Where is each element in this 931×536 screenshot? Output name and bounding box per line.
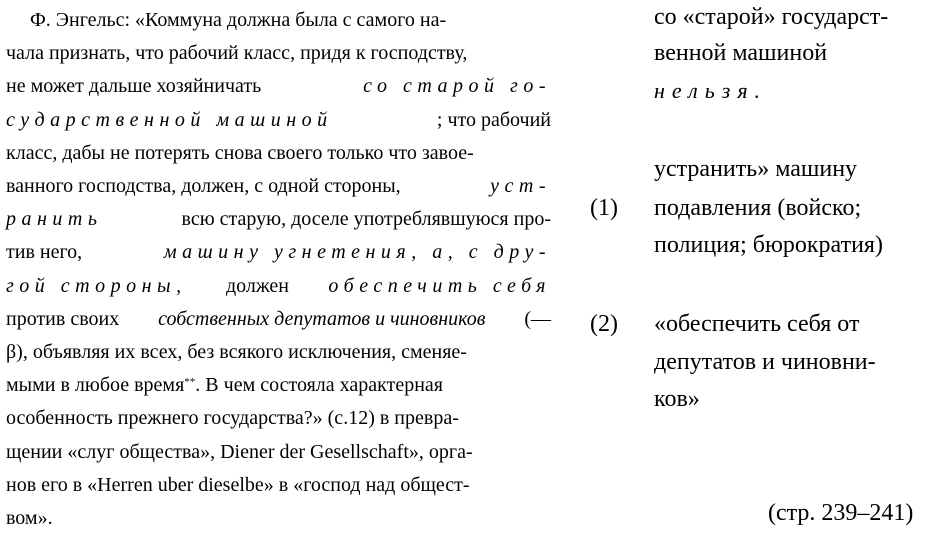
text-span: должен [225,274,290,297]
text-span: нов его в «Herren uber dieselbe» в «господ над общест- [6,473,470,496]
text-span: . В чем состояла характерная [195,374,443,397]
text-span: всю старую, доселе употреблявшуюся про- [181,208,551,231]
text-line [6,402,551,435]
text-span: класс, дабы не потерять снова своего только что завое- [6,141,474,164]
text-line [6,203,551,236]
text-line [6,369,551,402]
text-line [6,37,551,70]
note-item1-line: устранить» машину [654,156,858,182]
text-span: (— [524,307,551,330]
note-top-line: со «старой» государст- [654,4,889,30]
italic-emphasis: собственных депутатов и чиновников [158,307,486,330]
text-span: против своих [6,307,120,330]
note-item2-line: ков» [654,386,700,412]
text-line [6,70,551,103]
spaced-emphasis: обеспечить себя [328,274,551,297]
text-line [6,303,551,336]
note-item2-line: депутатов и чиновни- [654,349,876,375]
text-line [6,236,551,269]
spaced-emphasis: сударственной машиной [6,108,333,131]
note-item2-number: (2) [590,311,618,337]
text-span: тив него, [6,241,83,264]
note-top-emphasis: нельзя. [654,78,768,103]
text-span: мыми в любое время [6,374,185,397]
text-span: не может дальше хозяйничать [6,75,262,98]
text-line [6,336,551,369]
text-span: чала признать, что рабочий класс, придя к господству, [6,42,468,65]
text-span: ; что рабочий [436,108,551,131]
text-line [6,137,551,170]
spaced-emphasis: гой стороны, [6,274,187,297]
page-reference: (стр. 239–241) [768,500,914,526]
note-item1-line: подавления (войско; [654,195,862,221]
text-line [6,469,551,502]
spaced-emphasis: ранить [6,208,103,231]
text-span: щении «слуг общества», Diener der Gesellschaft», орга- [6,440,473,463]
text-line [6,4,551,37]
main-text-column [6,4,551,535]
text-span: β), объявляя их всех, без всякого исключения, сменяе- [6,341,467,364]
note-item2-line: «обеспечить себя от [654,311,860,337]
spaced-emphasis: уст- [490,175,551,198]
text-span: вом». [6,507,53,530]
note-item1-line: полиция; бюрократия) [654,232,883,258]
footnote-mark: ** [184,376,196,389]
text-span: особенность прежнего государства?» (с.12) в превра- [6,407,459,430]
text-line [6,436,551,469]
text-line [6,270,551,303]
text-span: Ф. Энгельс: «Коммуна должна была с самого на- [30,9,447,31]
spaced-emphasis: со старой го- [363,75,551,98]
spaced-emphasis: машину угнетения, а, с дру- [163,241,551,264]
text-line [6,104,551,137]
note-top-line: венной машиной [654,40,828,66]
text-line [6,502,551,535]
text-span: ванного господства, должен, с одной стороны, [6,175,401,198]
note-item1-number: (1) [590,195,618,221]
text-line [6,170,551,203]
